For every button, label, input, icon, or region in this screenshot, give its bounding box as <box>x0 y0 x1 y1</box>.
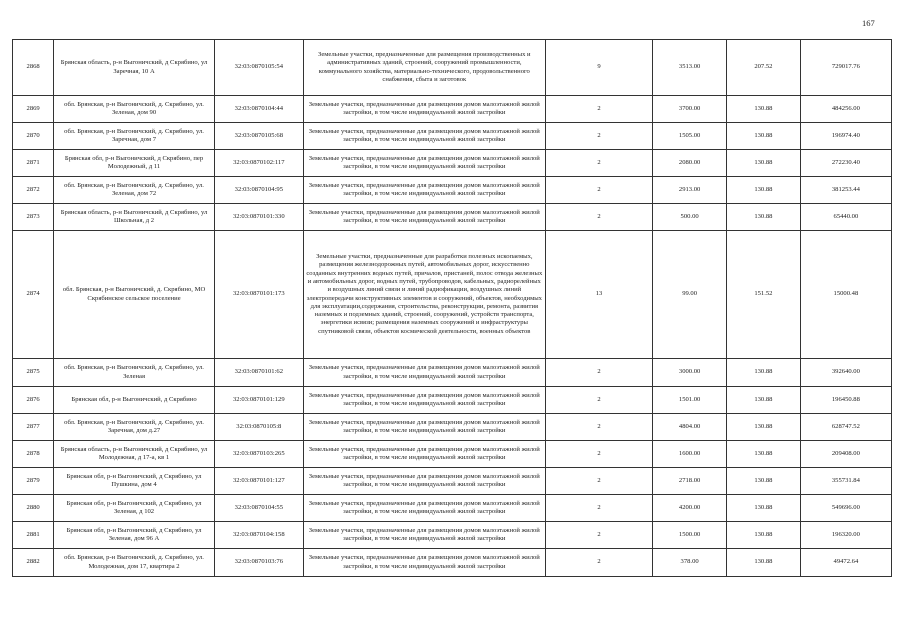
cadastral-number-cell: 32:03:0870103:265 <box>214 441 303 468</box>
category-cell: 2 <box>545 204 652 231</box>
address-cell: Брянская область, р-н Выгоничский, д Скрябино, ул Молодежная, д 17-а, кв 1 <box>54 441 215 468</box>
cadastral-value-cell: 549696.00 <box>800 495 891 522</box>
category-cell: 2 <box>545 359 652 387</box>
land-use-cell: Земельные участки, предназначенные для размещения домов малоэтажной жилой застройки, в том числе индивидуальной жилой застройки <box>303 468 545 495</box>
address-cell: обл. Брянская, р-н Выгоничский, д. Скрябино, ул. Зеленая <box>54 359 215 387</box>
table-row <box>13 522 892 549</box>
row-number: 2876 <box>13 387 54 414</box>
table-row <box>13 204 892 231</box>
cadastral-number-cell: 32:03:0870105:68 <box>214 123 303 150</box>
land-use-cell: Земельные участки, предназначенные для размещения домов малоэтажной жилой застройки, в том числе индивидуальной жилой застройки <box>303 177 545 204</box>
cadastral-number-cell: 32:03:0870103:76 <box>214 549 303 577</box>
area-cell: 4200.00 <box>653 495 727 522</box>
cadastral-value-cell: 484256.00 <box>800 96 891 123</box>
table-row <box>13 359 892 387</box>
category-cell: 2 <box>545 495 652 522</box>
cadastral-value-cell: 196450.88 <box>800 387 891 414</box>
specific-value-cell: 130.88 <box>727 359 801 387</box>
table-row <box>13 40 892 96</box>
land-use-cell: Земельные участки, предназначенные для размещения домов малоэтажной жилой застройки, в том числе индивидуальной жилой застройки <box>303 414 545 441</box>
cadastral-value-cell: 15000.48 <box>800 231 891 359</box>
address-cell: Брянская обл, р-н Выгоничский, д Скрябино <box>54 387 215 414</box>
row-number: 2872 <box>13 177 54 204</box>
land-use-cell: Земельные участки, предназначенные для размещения домов малоэтажной жилой застройки, в том числе индивидуальной жилой застройки <box>303 359 545 387</box>
address-cell: Брянская обл, р-н Выгоничский, д Скрябино, пер Молодежный, д 11 <box>54 150 215 177</box>
table-row <box>13 150 892 177</box>
land-use-cell: Земельные участки, предназначенные для размещения домов малоэтажной жилой застройки, в том числе индивидуальной жилой застройки <box>303 522 545 549</box>
page-number: 167 <box>862 18 875 28</box>
category-cell: 2 <box>545 549 652 577</box>
table-row <box>13 177 892 204</box>
category-cell: 2 <box>545 441 652 468</box>
land-use-cell: Земельные участки, предназначенные для разработки полезных ископаемых, размещения железнодорожных путей, автомобильных дорог, искусственно созданных внутренних водных путей, причалов, пристаней, полос отвода железных и автомобильных дорог, водных путей, трубопроводов, кабельных, радиорелейных и воздушных линий связи и линий радиофикации, воздушных линий электропередачи конструктивных элементов и сооружений, объектов, необходимых для эксплуатации,содержания, строительства, реконструкции, ремонта, развития наземных и подземных зданий, строений, сооружений, устройств транспорта, энергетики исвязи; размещения наземных сооружений и инфраструктуры спутниковой связи, объектов космической деятельности, военных объектов <box>303 231 545 359</box>
cadastral-value-cell: 729017.76 <box>800 40 891 96</box>
address-cell: Брянская обл, р-н Выгоничский, д Скрябино, ул Зеленая, дом 96 А <box>54 522 215 549</box>
row-number: 2869 <box>13 96 54 123</box>
row-number: 2879 <box>13 468 54 495</box>
specific-value-cell: 130.88 <box>727 468 801 495</box>
address-cell: обл. Брянская, р-н Выгоничский, д. Скрябино, ул. Молодежная, дом 17, квартира 2 <box>54 549 215 577</box>
category-cell: 13 <box>545 231 652 359</box>
cadastral-number-cell: 32:03:0870101:127 <box>214 468 303 495</box>
table-row <box>13 468 892 495</box>
area-cell: 3513.00 <box>653 40 727 96</box>
cadastral-number-cell: 32:03:0870101:173 <box>214 231 303 359</box>
cadastral-value-cell: 196320.00 <box>800 522 891 549</box>
area-cell: 500.00 <box>653 204 727 231</box>
address-cell: Брянская обл, р-н Выгоничский, д Скрябино, ул Зеленая, д 102 <box>54 495 215 522</box>
row-number: 2882 <box>13 549 54 577</box>
address-cell: Брянская область, р-н Выгоничский, д Скрябино, ул Заречная, 10 А <box>54 40 215 96</box>
row-number: 2873 <box>13 204 54 231</box>
cadastral-number-cell: 32:03:0870105:54 <box>214 40 303 96</box>
area-cell: 2718.00 <box>653 468 727 495</box>
row-number: 2878 <box>13 441 54 468</box>
area-cell: 99.00 <box>653 231 727 359</box>
row-number: 2880 <box>13 495 54 522</box>
cadastral-value-cell: 65440.00 <box>800 204 891 231</box>
address-cell: обл. Брянская, р-н Выгоничский, д. Скрябино, ул. Зеленая, дом 90 <box>54 96 215 123</box>
specific-value-cell: 130.88 <box>727 495 801 522</box>
row-number: 2870 <box>13 123 54 150</box>
cadastral-value-cell: 381253.44 <box>800 177 891 204</box>
table-body <box>13 40 892 577</box>
specific-value-cell: 130.88 <box>727 177 801 204</box>
table-row <box>13 123 892 150</box>
land-use-cell: Земельные участки, предназначенные для размещения домов малоэтажной жилой застройки, в том числе индивидуальной жилой застройки <box>303 150 545 177</box>
table-row <box>13 414 892 441</box>
specific-value-cell: 130.88 <box>727 123 801 150</box>
cadastral-number-cell: 32:03:0870101:330 <box>214 204 303 231</box>
category-cell: 2 <box>545 96 652 123</box>
category-cell: 2 <box>545 468 652 495</box>
address-cell: обл. Брянская, р-н Выгоничский, д. Скрябино, ул. Зеленая, дом 72 <box>54 177 215 204</box>
cadastral-number-cell: 32:03:0870101:129 <box>214 387 303 414</box>
address-cell: обл. Брянская, р-н Выгоничский, д. Скрябино, МО Скрябинское сельское поселение <box>54 231 215 359</box>
cadastral-number-cell: 32:03:0870105:8 <box>214 414 303 441</box>
address-cell: Брянская область, р-н Выгоничский, д Скрябино, ул Школьная, д 2 <box>54 204 215 231</box>
area-cell: 3700.00 <box>653 96 727 123</box>
category-cell: 2 <box>545 123 652 150</box>
row-number: 2874 <box>13 231 54 359</box>
cadastral-number-cell: 32:03:0870104:95 <box>214 177 303 204</box>
land-use-cell: Земельные участки, предназначенные для размещения домов малоэтажной жилой застройки, в том числе индивидуальной жилой застройки <box>303 495 545 522</box>
table-row <box>13 387 892 414</box>
category-cell: 2 <box>545 387 652 414</box>
category-cell: 9 <box>545 40 652 96</box>
cadastral-value-cell: 628747.52 <box>800 414 891 441</box>
area-cell: 378.00 <box>653 549 727 577</box>
area-cell: 1500.00 <box>653 522 727 549</box>
table-row <box>13 495 892 522</box>
cadastral-value-cell: 209408.00 <box>800 441 891 468</box>
land-use-cell: Земельные участки, предназначенные для размещения домов малоэтажной жилой застройки, в том числе индивидуальной жилой застройки <box>303 441 545 468</box>
row-number: 2881 <box>13 522 54 549</box>
area-cell: 4804.00 <box>653 414 727 441</box>
specific-value-cell: 130.88 <box>727 387 801 414</box>
specific-value-cell: 130.88 <box>727 204 801 231</box>
specific-value-cell: 207.52 <box>727 40 801 96</box>
land-use-cell: Земельные участки, предназначенные для размещения домов малоэтажной жилой застройки, в том числе индивидуальной жилой застройки <box>303 387 545 414</box>
cadastral-value-cell: 49472.64 <box>800 549 891 577</box>
category-cell: 2 <box>545 414 652 441</box>
cadastral-number-cell: 32:03:0870101:62 <box>214 359 303 387</box>
row-number: 2875 <box>13 359 54 387</box>
category-cell: 2 <box>545 150 652 177</box>
cadastral-value-cell: 196974.40 <box>800 123 891 150</box>
specific-value-cell: 130.88 <box>727 549 801 577</box>
table-row <box>13 441 892 468</box>
cadastral-value-table <box>12 39 892 577</box>
area-cell: 2080.00 <box>653 150 727 177</box>
area-cell: 3000.00 <box>653 359 727 387</box>
land-use-cell: Земельные участки, предназначенные для размещения домов малоэтажной жилой застройки, в том числе индивидуальной жилой застройки <box>303 96 545 123</box>
specific-value-cell: 130.88 <box>727 414 801 441</box>
category-cell: 2 <box>545 522 652 549</box>
row-number: 2877 <box>13 414 54 441</box>
cadastral-value-cell: 272230.40 <box>800 150 891 177</box>
table-row <box>13 549 892 577</box>
address-cell: Брянская обл, р-н Выгоничский, д Скрябино, ул Пушкина, дом 4 <box>54 468 215 495</box>
address-cell: обл. Брянская, р-н Выгоничский, д. Скрябино, ул. Заречная, дом д.27 <box>54 414 215 441</box>
area-cell: 2913.00 <box>653 177 727 204</box>
cadastral-number-cell: 32:03:0870104:158 <box>214 522 303 549</box>
cadastral-number-cell: 32:03:0870104:55 <box>214 495 303 522</box>
row-number: 2871 <box>13 150 54 177</box>
category-cell: 2 <box>545 177 652 204</box>
area-cell: 1505.00 <box>653 123 727 150</box>
area-cell: 1501.00 <box>653 387 727 414</box>
cadastral-value-cell: 355731.84 <box>800 468 891 495</box>
cadastral-number-cell: 32:03:0870104:44 <box>214 96 303 123</box>
specific-value-cell: 130.88 <box>727 441 801 468</box>
cadastral-number-cell: 32:03:0870102:117 <box>214 150 303 177</box>
specific-value-cell: 130.88 <box>727 150 801 177</box>
land-use-cell: Земельные участки, предназначенные для размещения производственных и административных зданий, строений, сооружений промышленности, коммунального хозяйства, материально-технического, продовольственного снабжения, сбыта и заготовок <box>303 40 545 96</box>
land-use-cell: Земельные участки, предназначенные для размещения домов малоэтажной жилой застройки, в том числе индивидуальной жилой застройки <box>303 123 545 150</box>
cadastral-value-cell: 392640.00 <box>800 359 891 387</box>
land-use-cell: Земельные участки, предназначенные для размещения домов малоэтажной жилой застройки, в том числе индивидуальной жилой застройки <box>303 204 545 231</box>
specific-value-cell: 130.88 <box>727 96 801 123</box>
table-row <box>13 96 892 123</box>
table-row <box>13 231 892 359</box>
specific-value-cell: 130.88 <box>727 522 801 549</box>
land-use-cell: Земельные участки, предназначенные для размещения домов малоэтажной жилой застройки, в том числе индивидуальной жилой застройки <box>303 549 545 577</box>
address-cell: обл. Брянская, р-н Выгоничский, д. Скрябино, ул. Заречная, дом 7 <box>54 123 215 150</box>
specific-value-cell: 151.52 <box>727 231 801 359</box>
row-number: 2868 <box>13 40 54 96</box>
area-cell: 1600.00 <box>653 441 727 468</box>
